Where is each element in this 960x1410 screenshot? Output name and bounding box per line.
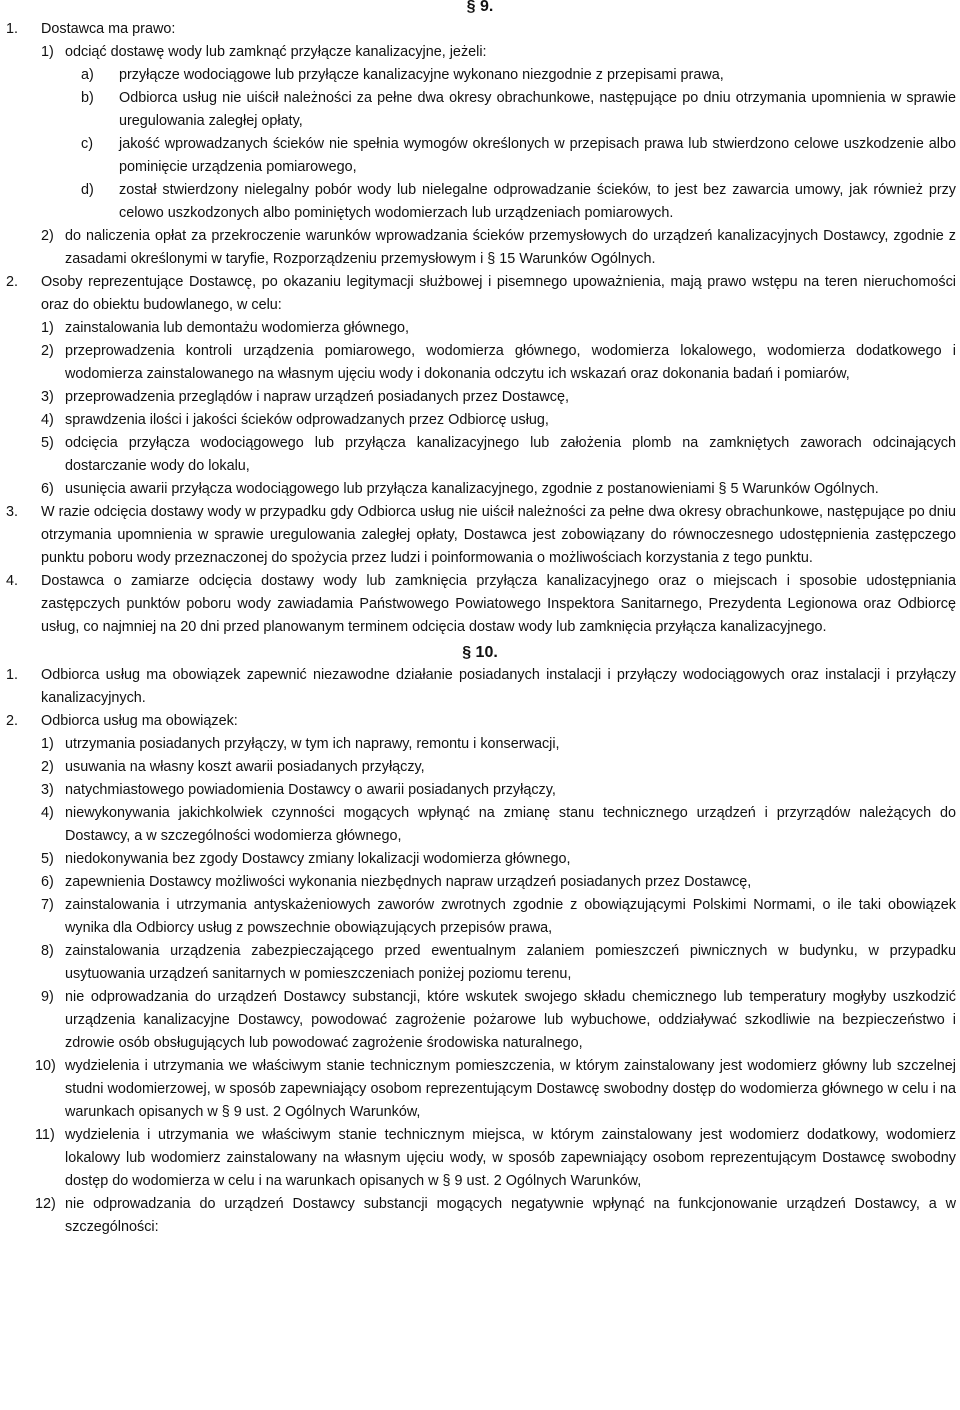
- sub-item-letter: a): [81, 67, 94, 83]
- list-item-10-2-8: [41, 940, 956, 986]
- sub-item-text: jakość wprowadzanych ścieków nie spełnia wymogów określonych w przepisach prawa lub stwierdzono celowe uszkodzenie albo pominięcie urządzenia pomiarowego,: [119, 136, 956, 175]
- item-text: natychmiastowego powiadomienia Dostawcy o awarii posiadanych przyłączy,: [65, 782, 556, 798]
- item-text: niewykonywania jakichkolwiek czynności mogących wpłynąć na zmianę stanu technicznego urządzeń i przyrządów należących do Dostawcy, a w szczególności wodomierza głównego,: [65, 805, 956, 844]
- item-text: zapewnienia Dostawcy możliwości wykonania niezbędnych napraw urządzeń posiadanych przez Dostawcę,: [65, 874, 752, 890]
- list-item-9-2-3: [41, 386, 956, 409]
- sub-item-c: [65, 133, 956, 179]
- item-text: nie odprowadzania do urządzeń Dostawcy substancji mogących negatywnie wpłynąć na funkcjonowanie urządzeń Dostawcy, a w szczególności:: [65, 1196, 956, 1235]
- item-number: 2): [41, 228, 54, 244]
- list-item-9-2-2: [41, 340, 956, 386]
- item-number: 6): [41, 874, 54, 890]
- paragraph-number: 3.: [6, 504, 19, 520]
- paragraph-text: Odbiorca usług ma obowiązek:: [41, 713, 238, 729]
- item-number: 3): [41, 389, 54, 405]
- list-item-9-1-2: [41, 225, 956, 271]
- list-item-10-2-5: [41, 848, 956, 871]
- item-number: 8): [41, 943, 54, 959]
- item-text: odcięcia przyłącza wodociągowego lub przyłącza kanalizacyjnego lub założenia plomb na zamkniętych zaworach odcinających dostarczanie wody do lokalu,: [65, 435, 956, 474]
- sub-item-d: [65, 179, 956, 225]
- item-number: 2): [41, 343, 54, 359]
- list-item-9-1-1: [41, 41, 956, 225]
- item-text: usuwania na własny koszt awarii posiadanych przyłączy,: [65, 759, 425, 775]
- list-item-10-2-12: [35, 1193, 956, 1239]
- item-number: 7): [41, 897, 54, 913]
- item-text: odciąć dostawę wody lub zamknąć przyłącze kanalizacyjne, jeżeli:: [65, 44, 487, 60]
- item-text: sprawdzenia ilości i jakości ścieków odprowadzanych przez Odbiorcę usług,: [65, 412, 549, 428]
- item-number: 5): [41, 435, 54, 451]
- paragraph-text: Odbiorca usług ma obowiązek zapewnić niezawodne działanie posiadanych instalacji i przyłączy wodociągowych oraz instalacji i przyłączy kanalizacyjnych.: [41, 667, 956, 706]
- section-heading-10: § 10.: [462, 644, 498, 661]
- sub-item-text: Odbiorca usług nie uiścił należności za pełne dwa okresy obrachunkowe, następujące po dniu otrzymania upomnienia w sprawie uregulowania zaległej opłaty,: [119, 90, 956, 129]
- list-item-10-2-1: [41, 733, 956, 756]
- item-number: 12): [35, 1196, 56, 1212]
- sub-item-letter: b): [81, 90, 94, 106]
- list-item-10-2-6: [41, 871, 956, 894]
- item-number: 1): [41, 320, 54, 336]
- paragraph-9-4: [0, 570, 960, 639]
- item-number: 5): [41, 851, 54, 867]
- item-number: 3): [41, 782, 54, 798]
- paragraph-text: Dostawca o zamiarze odcięcia dostawy wody lub zamknięcia przyłącza kanalizacyjnego oraz o miejscach i sposobie udostępniania zastępczych punktów poboru wody zawiadamia Państwowego Powiatowego Inspektora Sanitarnego, Prezydenta Legionowa oraz Odbiorcę usług, co najmniej na 20 dni przed planowanym terminem odcięcia dostaw wody lub zamknięcia przyłącza kanalizacyjnego.: [41, 573, 956, 635]
- sub-item-text: został stwierdzony nielegalny pobór wody lub nielegalne odprowadzanie ścieków, to jest bez zawarcia umowy, jak również przy celowo uszkodzonych albo pominiętych wodomierzach lub urządzeniach pomiarowych.: [119, 182, 956, 221]
- item-text: nie odprowadzania do urządzeń Dostawcy substancji, które wskutek swojego składu chemicznego lub temperatury mogłyby uszkodzić urządzenia kanalizacyjne Dostawcy, powodować zagrożenie pożarowe lub wybuchowe, oddziaływać szkodliwie na bezpieczeństwo i zdrowie osób obsługujących lub powodować zagrożenie środowiska naturalnego,: [65, 989, 956, 1051]
- item-text: wydzielenia i utrzymania we właściwym stanie technicznym miejsca, w którym zainstalowany jest wodomierz dodatkowy, wodomierz lokalowy lub wodomierz zainstalowany na własnym ujęciu wody, w sposób zapewniający osobom reprezentującym Dostawcę swobodny dostęp do wodomierza w celu i na warunkach opisanych w § 9 ust. 2 Ogólnych Warunków,: [65, 1127, 956, 1189]
- item-text: przeprowadzenia przeglądów i napraw urządzeń posiadanych przez Dostawcę,: [65, 389, 569, 405]
- sub-item-b: [65, 87, 956, 133]
- list-item-9-2-5: [41, 432, 956, 478]
- list-item-9-2-6: [41, 478, 956, 501]
- paragraph-10-2: [0, 710, 960, 1239]
- item-text: wydzielenia i utrzymania we właściwym stanie technicznym pomieszczenia, w którym zainstalowany jest wodomierz główny lub szczelnej studni wodomierzowej, w sposób zapewniający osobom reprezentującym Dostawcę swobodny dostęp do wodomierza głównego w celu i na warunkach opisanych w § 9 ust. 2 Ogólnych Warunków,: [65, 1058, 956, 1120]
- paragraph-number: 2.: [6, 713, 19, 729]
- item-text: zainstalowania urządzenia zabezpieczającego przed ewentualnym zalaniem pomieszczeń piwnicznych w budynku, w przypadku usytuowania urządzeń sanitarnych w pomieszczeniach poniżej poziomu terenu,: [65, 943, 956, 982]
- list-item-10-2-10: [35, 1055, 956, 1124]
- item-number: 9): [41, 989, 54, 1005]
- paragraph-9-3: [0, 501, 960, 570]
- paragraph-text: Osoby reprezentujące Dostawcę, po okazaniu legitymacji służbowej i pisemnego upoważnienia, mają prawo wstępu na teren nieruchomości oraz do obiektu budowlanego, w celu:: [41, 274, 956, 313]
- sub-item-letter: d): [81, 182, 94, 198]
- item-number: 1): [41, 44, 54, 60]
- paragraph-9-1: [0, 18, 960, 271]
- item-text: usunięcia awarii przyłącza wodociągowego lub przyłącza kanalizacyjnego, zgodnie z postanowieniami § 5 Warunków Ogólnych.: [65, 481, 879, 497]
- item-number: 4): [41, 412, 54, 428]
- item-number: 1): [41, 736, 54, 752]
- item-text: zainstalowania lub demontażu wodomierza głównego,: [65, 320, 409, 336]
- item-number: 4): [41, 805, 54, 821]
- item-text: do naliczenia opłat za przekroczenie warunków wprowadzania ścieków przemysłowych do urządzeń kanalizacyjnych Dostawcy, zgodnie z zasadami określonymi w taryfie, Rozporządzeniu przemysłowym i § 15 Warunków Ogólnych.: [65, 228, 956, 267]
- list-item-10-2-4: [41, 802, 956, 848]
- list-item-9-2-4: [41, 409, 956, 432]
- paragraph-10-1: [0, 664, 960, 710]
- paragraph-number: 1.: [6, 21, 19, 37]
- list-item-10-2-11: [35, 1124, 956, 1193]
- list-item-10-2-2: [41, 756, 956, 779]
- paragraph-text: W razie odcięcia dostawy wody w przypadku gdy Odbiorca usług nie uiścił należności za pełne dwa okresy obrachunkowe, następujące po dniu otrzymania upomnienia w sprawie uregulowania zaległej opłaty, Dostawca jest zobowiązany do równoczesnego udostępnienia zastępczego punktu poboru wody przeznaczonej do spożycia przez ludzi i poinformowania o możliwościach korzystania z tego punktu.: [41, 504, 956, 566]
- item-text: zainstalowania i utrzymania antyskażeniowych zaworów zwrotnych zgodnie z obowiązującymi Polskimi Normami, o ile taki obowiązek wynika dla Odbiorcy usług z powszechnie obowiązujących przepisów prawa,: [65, 897, 956, 936]
- paragraph-number: 4.: [6, 573, 19, 589]
- sub-item-text: przyłącze wodociągowe lub przyłącze kanalizacyjne wykonano niezgodnie z przepisami prawa,: [119, 67, 724, 83]
- list-item-10-2-9: [41, 986, 956, 1055]
- paragraph-number: 2.: [6, 274, 19, 290]
- item-number: 2): [41, 759, 54, 775]
- paragraph-number: 1.: [6, 667, 19, 683]
- list-item-10-2-3: [41, 779, 956, 802]
- sub-item-letter: c): [81, 136, 93, 152]
- paragraph-9-2: [0, 271, 960, 501]
- list-item-9-2-1: [41, 317, 956, 340]
- item-number: 6): [41, 481, 54, 497]
- item-number: 10): [35, 1058, 56, 1074]
- item-number: 11): [35, 1127, 55, 1143]
- list-item-10-2-7: [41, 894, 956, 940]
- item-text: utrzymania posiadanych przyłączy, w tym ich naprawy, remontu i konserwacji,: [65, 736, 560, 752]
- sub-item-a: [65, 64, 956, 87]
- item-text: przeprowadzenia kontroli urządzenia pomiarowego, wodomierza głównego, wodomierza lokalowego, wodomierza dodatkowego i wodomierza zainstalowanego na własnym ujęciu wody i dokonania odczytu ich wskazań oraz dokonania badań i pomiarów,: [65, 343, 956, 382]
- paragraph-text: Dostawca ma prawo:: [41, 21, 176, 37]
- section-heading-9: § 9.: [466, 0, 494, 15]
- item-text: niedokonywania bez zgody Dostawcy zmiany lokalizacji wodomierza głównego,: [65, 851, 571, 867]
